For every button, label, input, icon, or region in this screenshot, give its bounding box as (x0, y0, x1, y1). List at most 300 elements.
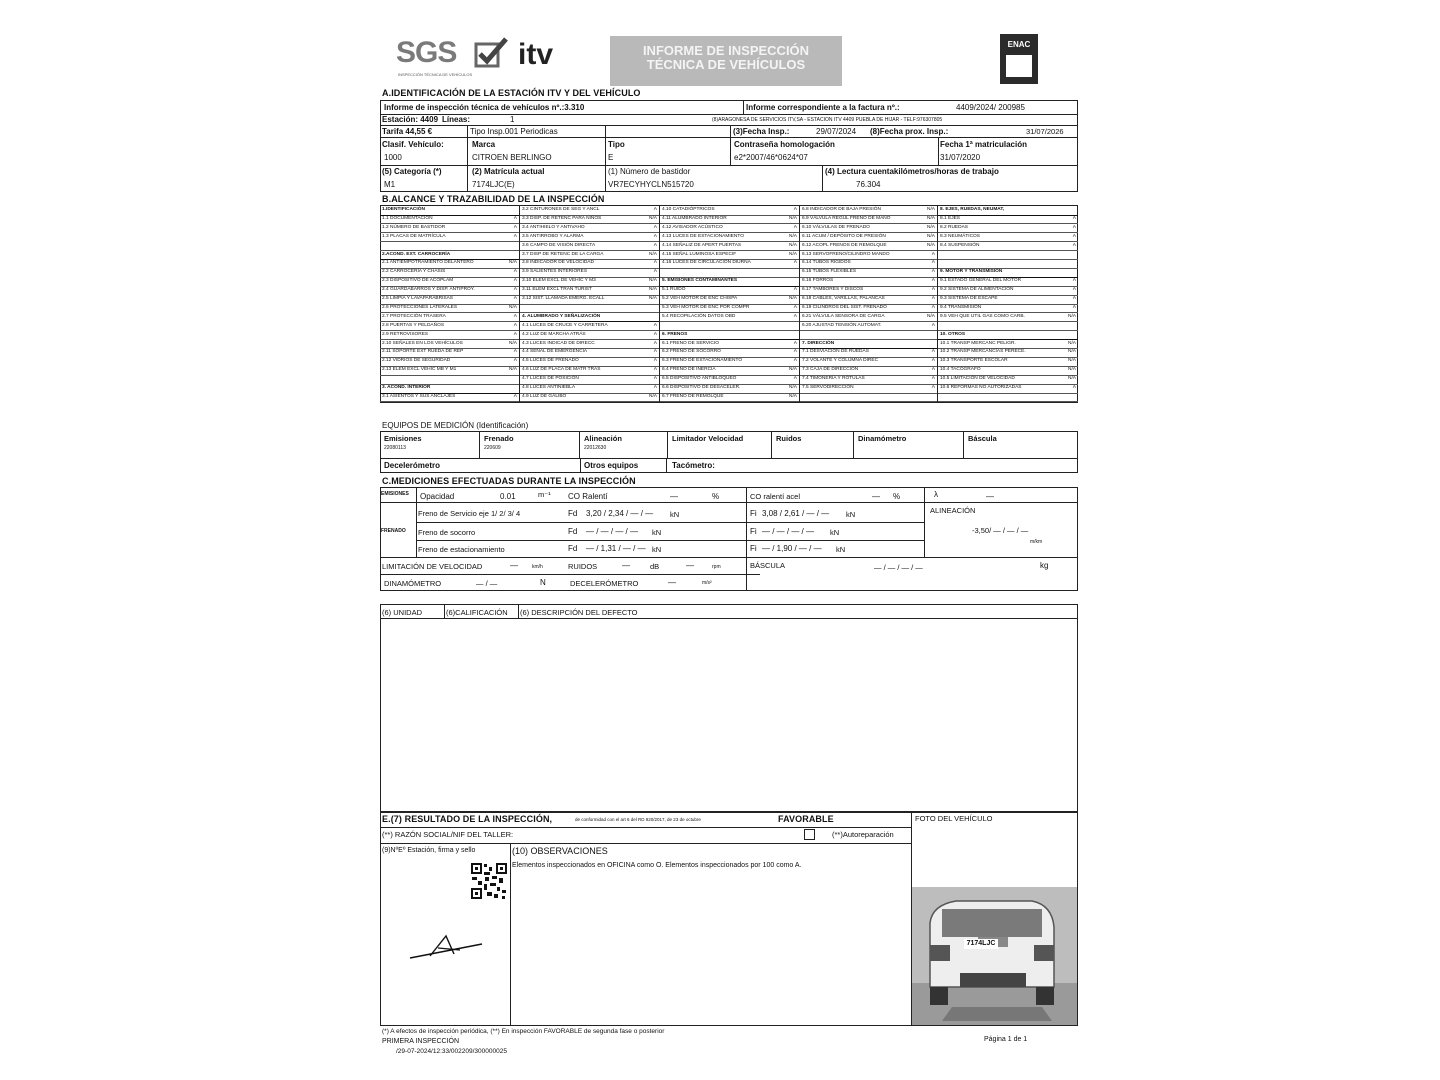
scope-item-label: 7.4 TIMONERÍA Y RÓTULAS (802, 376, 865, 382)
scope-item-result: A (1072, 287, 1076, 293)
scope-item-label: 3.10 ELEM EXCL DE VEHÍC Y M3 (522, 278, 596, 284)
scale-unit: kg (1040, 561, 1049, 570)
inspection-code: /29-07-2024/12:33/002209/300000025 (396, 1048, 507, 1055)
scope-item-label: 9.5 VEH QUE UTIL GAS COMO CARB. (940, 313, 1025, 319)
qr-code-icon (470, 862, 508, 900)
odometer-label: (4) Lectura cuentakilómetros/horas de trabajo (825, 167, 999, 176)
parking-brake-fd-value: — / 1,31 / — / — (586, 544, 646, 553)
page-number: Página 1 de 1 (984, 1036, 1028, 1043)
scope-item-result: A (653, 331, 657, 337)
scope-item-result: N/A (649, 215, 657, 221)
scope-item-result: A (931, 278, 935, 284)
scope-item-label: 9.2 SISTEMA DE ALIMENTACIÓN (940, 287, 1014, 293)
scope-item-label: 8.2 RUEDAS (940, 224, 968, 230)
noise-unit: dB (650, 562, 660, 571)
scope-item-label: 6.6 DISPOSITIVO DE DESACELER. (662, 385, 741, 390)
stamp-signature-label: (9)NºEº Estación, firma y sello (382, 847, 476, 854)
scale-value: — / — / — / — (874, 563, 923, 572)
scope-item-label: 2.3 DISPOSITIVO DE ACOPLAM (382, 278, 454, 284)
next-inspection-date: 31/07/2026 (1026, 127, 1064, 136)
scope-item-label: 4.10 CATADIÓPTRICOS (662, 207, 715, 212)
section-a-title: A.IDENTIFICACIÓN DE LA ESTACIÓN ITV Y DEL VEHÍCULO (382, 88, 641, 98)
scope-item-result: A (931, 287, 935, 293)
other-equipment-label: Otros equipos (584, 461, 639, 470)
scope-item-result: N/A (789, 233, 797, 239)
inspection-date: 29/07/2024 (816, 127, 857, 136)
banner-line-2: TÉCNICA DE VEHÍCULOS (646, 57, 806, 72)
parking-brake-fd-unit: kN (652, 545, 662, 554)
scope-item-result: A (653, 207, 657, 212)
alignment-unit: m/km (1030, 539, 1043, 545)
service-brake-fd-value: 3,20 / 2,34 / — / — (586, 509, 654, 518)
scope-item-result: N/A (509, 367, 517, 373)
scope-item-result: A (931, 358, 935, 364)
braking-label: FRENADO (381, 528, 406, 534)
scope-item-label: 4.14 SEÑALIZ DE APERT PUERTAS (662, 242, 742, 248)
scope-item-label: 6.12 ACOPL FRENOS DE REMOLQUE (802, 242, 887, 248)
emergency-brake-label: Freno de socorro (418, 528, 476, 537)
decelerometer-label: Decelerómetro (384, 461, 441, 470)
scope-item-label: 1.3 PLACAS DE MATRÍCULA (382, 233, 446, 239)
decelerometer-value: — (668, 578, 676, 587)
scope-item-label: 2.5 LIMPIA Y LAVAPARABRISAS (382, 296, 454, 301)
equipment-id: 22012630 (584, 445, 607, 451)
equipment-cell (964, 431, 1078, 458)
scope-item-result: A (513, 278, 517, 284)
speed-limit-value: — (510, 561, 518, 570)
scope-item-label: 6.21 VÁLVULA SENSORA DE CARGA (802, 313, 885, 319)
scope-item-label: 4.3 LUCES INDICAD DE DIRECC (522, 340, 595, 346)
scope-item-label: 9.4 TRANSMISIÓN (940, 304, 982, 310)
scope-item-label: 6.9 VÁLVULA REGUL FRENO DE MANO (802, 215, 891, 221)
scope-item-result: A (653, 358, 657, 364)
scope-item-label: 3.4 ANTIHIELO Y ANTIVAHO (522, 224, 585, 230)
scope-item-label: 4.16 LUCES DE CIRCULACIÓN DIURNA (662, 260, 751, 266)
scope-item-result: N/A (1068, 376, 1076, 382)
scope-item-result: N/A (927, 242, 935, 248)
emergency-brake-fd-label: Fd (568, 527, 578, 536)
vin-label: (1) Número de bastidor (608, 167, 691, 176)
lambda-label: λ (934, 490, 938, 499)
scope-item-label: 10.5 LIMITACIÓN DE VELOCIDAD (940, 376, 1015, 382)
scope-item-label: 4.6 LUZ DE PLACA DE MATR TRAS (522, 367, 601, 373)
scope-item-result: A (653, 269, 657, 275)
self-repair-checkbox[interactable] (804, 829, 815, 840)
scope-item-result: N/A (789, 393, 797, 399)
scope-item-result: A (653, 340, 657, 346)
scope-item-result: N/A (649, 251, 657, 257)
equipment-id (854, 443, 963, 445)
lines-value: 1 (510, 115, 515, 124)
scope-item-result: N/A (789, 296, 797, 301)
report-banner (610, 36, 842, 86)
scope-item-result: A (793, 287, 797, 293)
first-registration-date: 31/07/2020 (940, 153, 981, 162)
scope-item-result: A (653, 349, 657, 355)
scope-item-result: A (931, 260, 935, 266)
make-label: Marca (472, 140, 496, 149)
service-brake-fd-label: Fd (568, 509, 578, 518)
scope-item-result: A (931, 269, 935, 275)
inspection-report-page (360, 0, 1080, 1080)
footer-note: (*) A efectos de inspección periódica, (**) En inspección FAVORABLE de segunda fase o posterior (382, 1028, 665, 1035)
scope-item-result: A (1072, 224, 1076, 230)
scope-item-label: 6.3 FRENO DE ESTACIONAMIENTO (662, 358, 743, 364)
scope-item-label: 4.4 SEÑAL DE EMERGENCIA (522, 349, 588, 355)
scope-item-result: A (513, 215, 517, 221)
equipment-label: Emisiones (384, 434, 422, 443)
scope-item-label: 6.19 CILINDROS DEL SIST. FRENADO (802, 304, 887, 310)
scope-item-result: A (793, 304, 797, 310)
banner-line-1: INFORME DE INSPECCIÓN (642, 43, 810, 58)
scope-item-result: A (653, 260, 657, 266)
equipment-id: 22080113 (384, 445, 406, 451)
scope-item-result: A (793, 260, 797, 266)
scope-item-label: 10.6 REFORMAS NO AUTORIZADAS (940, 385, 1022, 390)
dynamometer-value: — / — (476, 579, 498, 588)
co-idle-unit: % (712, 492, 720, 501)
scope-column-2 (520, 206, 660, 402)
scope-item-label: 4. ALUMBRADO Y SEÑALIZACIÓN (522, 313, 601, 319)
scope-item (800, 393, 937, 403)
scope-item-result: A (513, 313, 517, 319)
equipment-cell (580, 431, 668, 458)
scale-label: BÁSCULA (750, 561, 786, 570)
equipment-label: Alineación (584, 434, 622, 443)
unit-column-header: (6) UNIDAD (382, 608, 423, 617)
enac-logo-text: ENAC (1007, 40, 1031, 49)
scope-item-result: N/A (789, 242, 797, 248)
photo-plate: 7174LJC (964, 939, 998, 949)
co-idle-accel-value: — (872, 492, 880, 501)
scope-item-result: A (793, 358, 797, 364)
homologation-value: e2*2007/46*0624*07 (734, 153, 808, 162)
scope-item-result: A (513, 287, 517, 293)
scope-item-label: 6.15 TUBOS FLEXIBLES (802, 269, 857, 275)
scope-item-label: 1.IDENTIFICACIÓN (382, 207, 425, 212)
report-number: Informe de inspección técnica de vehículos nº.:3.310 (384, 103, 585, 112)
scope-item-label: 2.12 VIDRIOS DE SEGURIDAD (382, 358, 451, 364)
scope-item-label: 7.2 VOLANTE Y COLUMNA DIREC (802, 358, 879, 364)
scope-item-result: A (793, 349, 797, 355)
scope-item-label: 4.7 LUCES DE POSICIÓN (522, 376, 579, 382)
scope-item-label: 9.3 SISTEMA DE ESCAPE (940, 296, 998, 301)
scope-item-label: 3.11 ELEM EXCL TRAN TURIST (522, 287, 592, 293)
scope-item-label: 2.2 CARROCERÍA Y CHASIS (382, 269, 446, 275)
scope-item-label: 6.7 FRENO DE REMOLQUE (662, 393, 724, 399)
scope-item-label: 6.1 FRENO DE SERVICIO (662, 340, 719, 346)
scope-item-result: A (931, 349, 935, 355)
scope-column-3 (660, 206, 800, 402)
first-registration-label: Fecha 1ª matriculación (940, 140, 1027, 149)
scope-item-label: 2.6 PROTECCIONES LATERALES (382, 304, 458, 310)
equipment-cell (668, 431, 772, 458)
scope-item-label: 8.3 NEUMÁTICOS (940, 233, 980, 239)
scope-item-label: 4.11 ALUMBRADO INTERIOR (662, 215, 727, 221)
decelerometer-unit: m/s² (702, 580, 712, 586)
scope-item-label: 3.2 CINTURONES DE SEG Y ANCL (522, 207, 600, 212)
scope-item-result: N/A (649, 393, 657, 399)
scope-item-label: 3. ACOND. INTERIOR (382, 385, 431, 390)
equipment-id: 220609 (484, 445, 501, 451)
scope-item-label: 2.10 SEÑALES EN LOS VEHÍCULOS (382, 340, 463, 346)
scope-item-label: 2.ACOND. EXT. CARROCERÍA (382, 251, 451, 257)
lines-label: Líneas: (442, 115, 471, 124)
scope-item-label: 4.13 LUCES DE ESTACIONAMIENTO (662, 233, 744, 239)
scope-item-result: A (513, 269, 517, 275)
scope-item-label: 4.12 AVISADOR ACÚSTICO (662, 224, 723, 230)
scope-item-label: 5.1 RUIDO (662, 287, 686, 293)
co-idle-value: — (670, 492, 678, 501)
scope-item-label: 3.9 SALIENTES INTERIORES (522, 269, 588, 275)
sgs-subtitle: INSPECCIÓN TÉCNICA DE VEHÍCULOS (398, 72, 473, 77)
signature-icon (408, 930, 488, 964)
workshop-label: (**) RAZÓN SOCIAL/NIF DEL TALLER: (382, 830, 514, 839)
scope-item-label: 1.1 DOCUMENTACIÓN (382, 215, 433, 221)
scope-item-result: A (931, 251, 935, 257)
scope-item-label: 6. FRENOS (662, 331, 688, 337)
enac-seal-icon (1006, 55, 1032, 77)
next-inspection-label: (8)Fecha prox. Insp.: (870, 127, 949, 136)
service-brake-fi-value: 3,08 / 2,61 / — / — (762, 509, 830, 518)
parking-brake-fd-label: Fd (568, 544, 578, 553)
scope-item-label: 7.5 SERVODIRECCIÓN (802, 385, 854, 390)
equipment-label: Dinamómetro (858, 434, 907, 443)
service-brake-fi-unit: kN (846, 510, 856, 519)
scope-item-result: A (931, 367, 935, 373)
vehicle-photo-label: FOTO DEL VEHÍCULO (915, 814, 993, 823)
co-idle-label: CO Ralentí (568, 492, 608, 501)
homologation-label: Contraseña homologación (734, 140, 835, 149)
tachometer-label: Tacómetro: (672, 461, 715, 470)
equipment-cell (854, 431, 964, 458)
scope-item-label: 4.8 LUCES ANTINIEBLA (522, 385, 576, 390)
scope-item-label: 3.8 INDICADOR DE VELOCIDAD (522, 260, 594, 266)
scope-item-result: N/A (1068, 349, 1076, 355)
scope-item-label: 6.5 DISPOSITIVO ANTIBLOQUEO (662, 376, 737, 382)
qualification-column-header: (6)CALIFICACIÓN (446, 608, 508, 617)
scope-item-label: 10.4 TACÓGRAFO (940, 367, 981, 373)
scope-item-label: 4.15 SEÑAL LUMINOSA ESPECIF (662, 251, 737, 257)
checkmark-logo-icon (474, 36, 510, 70)
scope-item-label: 6.8 INDICADOR DE BAJA PRESIÓN (802, 207, 881, 212)
scope-item-label: 8.1 EJES (940, 215, 960, 221)
scope-item (380, 393, 519, 403)
service-brake-fi-label: Fi (750, 509, 757, 518)
equipment-cell (772, 431, 854, 458)
scope-item-label: 5.3 VEH MOTOR DE ENC POR COMPR (662, 304, 750, 310)
scope-item-label: 6.17 TAMBORES Y DISCOS (802, 287, 864, 293)
scope-item-label: 2.8 PUERTAS Y PELDAÑOS (382, 322, 445, 328)
dynamometer-unit: N (540, 578, 546, 587)
co-idle-accel-label: CO ralentí acel (750, 492, 801, 501)
scope-item (520, 393, 659, 403)
parking-brake-fi-value: — / 1,90 / — / — (762, 544, 822, 553)
scope-item-result: A (653, 233, 657, 239)
scope-item (660, 393, 799, 403)
equipment-label: Frenado (484, 434, 514, 443)
station-company: (8)ARAGONESA DE SERVICIOS ITV,SA - ESTACION ITV 4409 PUEBLA DE HIJAR - TELF:976307805 (712, 117, 943, 123)
equipment-label: Limitador Velocidad (672, 434, 744, 443)
scope-item-result: A (653, 376, 657, 382)
scope-column-4 (800, 206, 938, 402)
observations-title: (10) OBSERVACIONES (512, 846, 608, 856)
self-repair-label: (**)Autoreparación (832, 830, 894, 839)
scope-column-5 (938, 206, 1078, 402)
equipment-id (668, 443, 771, 445)
scope-item-label: 6.10 VÁLVULAS DE FRENADO (802, 224, 870, 230)
scope-item-label: 3.5 ANTIRROBO Y ALARMA (522, 233, 584, 239)
sgs-logo: SGS (396, 36, 457, 69)
equipment-title: EQUIPOS DE MEDICIÓN (Identificación) (382, 421, 529, 430)
co-idle-accel-unit: % (893, 492, 901, 501)
plate-label: (2) Matrícula actual (472, 167, 545, 176)
scope-item-result: N/A (789, 251, 797, 257)
scope-item-result: N/A (927, 207, 935, 212)
emergency-brake-fi-label: Fi (750, 527, 757, 536)
scope-item-result: A (1072, 278, 1076, 284)
scope-item-label: 6.18 CABLES, VARILLAS, PALANCAS (802, 296, 885, 301)
scope-item-result: A (1072, 242, 1076, 248)
scope-item-label: 2.13 ELEM EXCL VEHÍC MB Y M1 (382, 367, 457, 373)
scope-item-result: A (793, 376, 797, 382)
legal-reference: de conformidad con el art 6 del RD 920/2017, de 23 de octubre (575, 817, 701, 822)
scope-item-result: A (1072, 304, 1076, 310)
service-brake-fd-unit: kN (670, 510, 680, 519)
scope-item-label: 7. DIRECCIÓN (802, 340, 835, 346)
rpm-value: — (686, 561, 694, 570)
equipment-label: Báscula (968, 434, 997, 443)
opacity-unit: m⁻¹ (538, 490, 551, 499)
equipment-cell (380, 431, 480, 458)
scope-item-label: 6.20 AJUSTAD TENSIÓN AUTOMAT. (802, 322, 882, 328)
scope-item-label: 6.14 TUBOS RÍGIDOS (802, 260, 851, 266)
scope-item-result: A (513, 358, 517, 364)
scope-item-label: 9.1 ESTADO GENERAL DEL MOTOR (940, 278, 1022, 284)
noise-label: RUIDOS (568, 562, 598, 571)
equipment-row (380, 431, 1078, 458)
vin-value: VR7ECYHYCLN515720 (608, 180, 694, 189)
dynamometer-label: DINAMÓMETRO (384, 579, 442, 588)
make-value: CITROEN BERLINGO (472, 153, 552, 162)
scope-item-result: A (793, 340, 797, 346)
scope-item-result: A (931, 385, 935, 390)
scope-item-result: A (931, 376, 935, 382)
scope-item-result: A (1072, 296, 1076, 301)
scope-item-label: 10. OTROS (940, 331, 966, 337)
scope-item-result: A (513, 322, 517, 328)
lambda-value: — (986, 492, 994, 501)
scope-item-result: A (931, 322, 935, 328)
emergency-brake-fi-unit: kN (830, 528, 840, 537)
scope-item-result: A (793, 207, 797, 212)
scope-item-result: N/A (1068, 367, 1076, 373)
scope-item-result: N/A (509, 260, 517, 266)
scope-item-label: 6.16 FORROS (802, 278, 834, 284)
defects-box (380, 604, 1078, 812)
scope-item-label: 6.2 FRENO DE SOCORRO (662, 349, 721, 355)
scope-item-result: A (1072, 233, 1076, 239)
decelerometer-meas-label: DECELERÓMETRO (570, 579, 639, 588)
scope-item-result: N/A (509, 304, 517, 310)
scope-item-result: N/A (649, 287, 657, 293)
scope-item-label: 6.13 SERVOFRENO/CILINDRO MANDO (802, 251, 890, 257)
equipment-label: Ruidos (776, 434, 802, 443)
rpm-unit: rpm (712, 564, 721, 570)
category-value: M1 (384, 180, 396, 189)
scope-item-label: 2.7 PROTECCIÓN TRASERA (382, 313, 446, 319)
scope-item-label: 5.4 RECOPILACIÓN DATOS OBD (662, 313, 736, 319)
scope-item-label: 5.2 VEH MOTOR DE ENC CHISPA (662, 296, 738, 301)
scope-item-label: 1.2 NÚMERO DE BASTIDOR (382, 224, 446, 230)
scope-item-label: 3.6 CAMPO DE VISIÓN DIRECTA (522, 242, 596, 248)
inspection-result: FAVORABLE (778, 814, 834, 824)
scope-item-label: 6.11 ACUM / DEPÓSITO DE PRESIÓN (802, 233, 886, 239)
observations-text: Elementos inspeccionados en OFICINA como O. Elementos inspeccionados por 100 como A. (512, 862, 802, 869)
scope-item-result: N/A (1068, 358, 1076, 364)
speed-limit-unit: km/h (532, 564, 543, 570)
scope-item-result: N/A (649, 296, 657, 301)
scope-item-result: A (653, 224, 657, 230)
speed-limit-label: LIMITACIÓN DE VELOCIDAD (382, 562, 483, 571)
scope-item-label: 6.4 FRENO DE INERCIA (662, 367, 716, 373)
scope-item-result: N/A (509, 340, 517, 346)
invoice-label: Informe correspondiente a la factura nº.: (746, 103, 900, 112)
scope-item-result: A (653, 322, 657, 328)
itv-logo: itv (518, 38, 554, 71)
scope-item-label: 3.7 DISP DE RETENC DE LA CARGA (522, 251, 604, 257)
scope-item-result: A (513, 331, 517, 337)
alignment-label: ALINEACIÓN (930, 506, 976, 515)
scope-item-result: A (513, 393, 517, 399)
odometer-value: 76.304 (856, 180, 881, 189)
inspection-date-label: (3)Fecha Insp.: (733, 127, 790, 136)
first-inspection-label: PRIMERA INSPECCIÓN (382, 1038, 460, 1045)
scope-item-label: 5. EMISIONES CONTAMINANTES (662, 278, 738, 284)
plate-value: 7174LJC(E) (472, 180, 515, 189)
invoice-number: 4409/2024/ 200985 (956, 103, 1025, 112)
scope-item-label: 2.1 ANTIEMPOTRAMIENTO DELANTERO (382, 260, 474, 266)
equipment-id (772, 443, 853, 445)
scope-item-result: N/A (789, 215, 797, 221)
scope-column-1 (380, 206, 520, 402)
scope-item-result: A (1072, 215, 1076, 221)
equipment-cell (480, 431, 580, 458)
section-e-title: E.(7) RESULTADO DE LA INSPECCIÓN, (382, 814, 553, 824)
section-b-title: B.ALCANCE Y TRAZABILIDAD DE LA INSPECCIÓN (382, 194, 605, 204)
scope-item-result: A (653, 242, 657, 248)
type-label: Tipo (608, 140, 625, 149)
emissions-label: EMISIONES (381, 491, 409, 497)
parking-brake-label: Freno de estacionamiento (418, 545, 505, 554)
enac-logo (1000, 34, 1038, 84)
scope-item-result: A (513, 224, 517, 230)
scope-item-result: A (1072, 385, 1076, 390)
scope-item-label: 3.1 ASIENTOS Y SUS ANCLAJES (382, 393, 456, 399)
scope-item-result: A (931, 296, 935, 301)
scope-item-label: 10.3 TRANSPORTE ESCOLAR (940, 358, 1008, 364)
alignment-value: -3,50/ — / — / — (972, 526, 1029, 535)
scope-item-label: 4.5 LUCES DE FRENADO (522, 358, 579, 364)
vehicle-class-label: Clasif. Vehículo: (382, 140, 444, 149)
scope-item-result: A (793, 224, 797, 230)
scope-item-result: N/A (789, 367, 797, 373)
scope-item-label: 10.2 TRANSP MERCANCÍAS PERECE. (940, 349, 1026, 355)
scope-item-result: N/A (1068, 340, 1076, 346)
parking-brake-fi-unit: kN (836, 545, 846, 554)
scope-item-result: N/A (789, 385, 797, 390)
section-c-title: C.MEDICIONES EFECTUADAS DURANTE LA INSPECCIÓN (382, 476, 636, 486)
